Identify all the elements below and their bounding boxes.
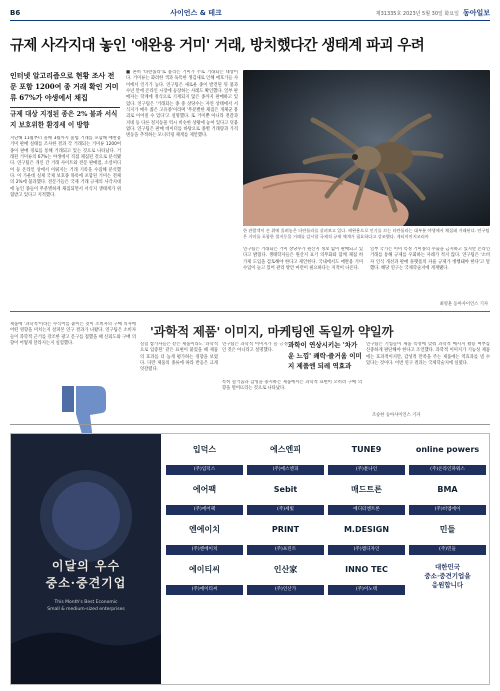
newspaper-logo: 동아일보 [462,9,490,17]
article-body-col4: 일부 국가는 이미 특정 거미종의 수출을 금지하고 있지만 온라인 거래를 통해 규제를 우회하는 사례가 적지 않다. 연구팀은 '소비자 인식 개선과 판매 플랫폼의 자율 규제가 병행돼야 한다'고 말했다. 해당 연구는 국제학술지에 게재됐다. [370,247,490,272]
ad-subtitle-line2: Small & medium-sized enterprises [47,607,125,612]
header-rule [10,20,490,21]
article-byline: 최영훈 동아사이언스 기자 [439,302,488,307]
company-name: (주)엔에이치 [166,545,243,555]
company-name: 에디터엔트론 [328,505,405,515]
second-body-col3: 연구팀은 과학적 이미지가 늘 긍정적인 것은 아니라고 설명했다. [222,342,292,354]
second-body-col2: 실험 참가자들은 같은 제품이라도 '과학적으로 입증된' 같은 표현이 붙었을 때 제품의 효과를 더 높게 평가하는 경향을 보였다. 다만 제품의 종류에 따라 반응은 크게 엇갈렸다. [140,342,218,373]
advertisement [10,433,490,685]
article-headline: 규제 사각지대 놓인 '애완용 거미' 거래, 방치했다간 생태계 파괴 우려 [10,37,425,54]
second-byline: 조승한 동아사이언스 기자 [372,413,421,418]
company-name: (주)에이티씨 [166,585,243,595]
ad-title-line2: 중소·중견기업 [45,576,127,590]
company-logo: M.DESIGN [343,525,390,534]
article-lead: 인터넷 알고리즘으로 현황 조사 전문 포함 1200여 종 거래 확인 거미류 67%가 야생에서 채집 [10,71,119,102]
company-logo: 에이티씨 [189,565,220,574]
company-cell [247,438,324,475]
company-logo: 민들 [439,525,456,534]
ad-title-line1: 이달의 우수 [51,559,121,573]
company-grid [166,438,486,595]
photo-caption: 한 관람객이 손 위에 올려놓은 타란툴라를 살펴보고 있다. 애완용으로 인기를 끄는 타란툴라는 대부분 야생에서 채집돼 거래된다. 연구팀은 거미를 포함한 절지동물 거래를 감시할 국제적 규제 체계가 필요하다고 강조했다. 게티이미지코리아 [243,228,490,239]
ad-promo [409,558,486,595]
tarantula-photo [243,70,490,226]
company-cell [328,518,405,555]
company-name: (주)세빛 [247,505,324,515]
company-cell [409,478,486,515]
ad-subtitle [11,599,161,613]
second-body-col4: 특히 즐거움과 감성을 중시하는 제품에서는 과학적 표현이 오히려 구매 의향을 떨어뜨리는 것으로 나타났다. [222,380,362,392]
second-body-col1: 제품에 '과학적'이라는 수식어를 붙이는 것이 소비자의 구매 의사에 어떤 영향을 미치는지 살펴본 연구 결과가 나왔다. 연구팀은 소비자들이 과학적 근거를 강조한 광고 문구를 접했을 때 신뢰도와 구매 의향이 어떻게 달라지는지 실험했다. [10,322,136,347]
company-cell [247,518,324,555]
company-name: (주)입덕스 [166,465,243,475]
company-logo: 매드트론 [351,485,382,494]
company-cell [328,558,405,595]
company-logo: INNO TEC [345,565,388,574]
company-cell [166,558,243,595]
company-cell [328,438,405,475]
company-name: (주)민들 [409,545,486,555]
company-cell [166,438,243,475]
company-logo: TUNE9 [351,445,382,454]
second-body-col5: 연구팀은 기업들이 제품 특성에 맞춰 과학적 메시지 활용 여부를 신중하게 판단해야 한다고 조언했다. 과학적 이미지가 기능성 제품에는 효과적이지만, 감성적 만족을 주는 제품에는 역효과를 낼 수 있다는 것이다. 이번 연구 결과는 국제학술지에 실렸다. [366,342,490,367]
company-cell [328,478,405,515]
company-cell [166,478,243,515]
company-logo: 입덕스 [192,445,217,454]
lead-divider [10,107,120,108]
pull-quote: 과학이 연상시키는 '차가운 느낌' 쾌락·즐거움 이미지 제품엔 되레 역효과 [288,341,362,370]
article-body-col3: 연구팀은 거래되는 거미 상당수가 원산지 정보 없이 판매되고 있다고 밝혔다. 생태학자들은 원산지 표기 의무화와 함께 채집 허가제 도입을 검토해야 한다고 제안한다. 국내에서도 애완용 거미 수입이 늘고 있어 관리 방안 마련이 필요하다는 지적이 나온다. [243,247,363,272]
company-cell [409,438,486,475]
company-logo: 엔에이치 [189,525,220,534]
company-name: (주)인산가 [247,585,324,595]
company-name: (주)이노텍 [328,585,405,595]
company-logo: BMA [437,485,458,494]
company-name: (주)엠디자인 [328,545,405,555]
company-logo: 인산家 [273,565,298,574]
article-body-col1: 지난해 11월부터 올해 3월까지 불법 거래를 포함해 애완용 거미 판매 실태를 조사한 결과 각 거래되는 거미류 1200여 종이 판매 경로를 통해 거래되고 있는 것으로 나타났다. 거래된 거미류의 67%는 야생에서 직접 채집된 것으로 분석됐다. 연구팀은 개인 간 거래 사이트와 전문 판매점, 소셜미디어 등 온라인 상에서 이뤄지는 거래 기록을 수집해 분석했다. 이 가운데 실제 국제 보호종 목록에 포함된 거미는 전체의 2%에 불과했다. 전문가들은 국제 거래 규제의 사각지대에 놓인 종들이 무분별하게 채집되면서 서식지 생태계가 위협받고 있다고 지적했다. [10,136,121,199]
ad-promo-line1: 대한민국 [434,563,461,571]
company-logo: Sebit [273,485,298,494]
company-name: (주)온라인파워스 [409,465,486,475]
section-name: 사이언스 & 테크 [170,9,222,17]
article-sublead: 규제 대상 지정된 종은 2% 불과 서식지 보호위한 환경세 이 방향 [10,110,118,129]
ad-divider [10,424,490,425]
company-logo: 에어팩 [192,485,217,494]
section-divider [10,311,490,312]
company-cell [409,518,486,555]
page-number: B6 [10,9,21,17]
company-logo: PRINT [271,525,300,534]
ad-subtitle-line1: This Month's Best Economic [54,600,118,605]
company-cell [247,558,324,595]
company-name: (주)프린트 [247,545,324,555]
ad-promo-line3: 응원합니다 [431,581,464,589]
company-cell [166,518,243,555]
company-name: (주)에스엔피 [247,465,324,475]
ad-promo-line2: 중소·중견기업을 [424,572,471,580]
second-headline: '과학적 제품' 이미지, 마케팅엔 독일까 약일까 [150,324,394,339]
company-logo: 에스엔피 [270,445,301,454]
company-name: (주)에어팩 [166,505,243,515]
company-name: (주)비엠에이 [409,505,486,515]
company-name: (주)튠나인 [328,465,405,475]
company-cell [247,478,324,515]
ad-banner [11,434,161,684]
ad-title [11,558,161,592]
issue-date: 제31335호 2023년 5월 30일 화요일 [375,10,459,17]
article-body-col2: ■ 흔히 '타란툴라'로 불리는 거미가 주로 거래되는 대상이다. 거미류는 화려한 색과 독특한 생김새로 인해 애호가들 사이에서 인기가 높다. 연구팀은 새로운 종이 발견된 뒤 불과 수년 만에 온라인 시장에 등장하는 사례도 확인했다. 일부 판매자는 학계에 정식으로 기재되지 않은 종까지 판매하고 있었다. 연구팀은 '거래되는 종 중 상당수는 자연 상태에서 서식지가 매우 좁은 고유종'이라며 '무분별한 채집은 개체군 붕괴로 이어질 수 있다'고 설명했다. 또 거미뿐 아니라 전갈과 지네 등 다른 절지동물 역시 비슷한 상황에 놓여 있다고 덧붙였다. 연구팀은 판매 데이터를 바탕으로 종별 거래량과 가격 변동을 추적하는 모니터링 체계를 제안했다. [126,70,238,139]
page-header [10,7,490,19]
company-logo: online powers [415,445,480,454]
